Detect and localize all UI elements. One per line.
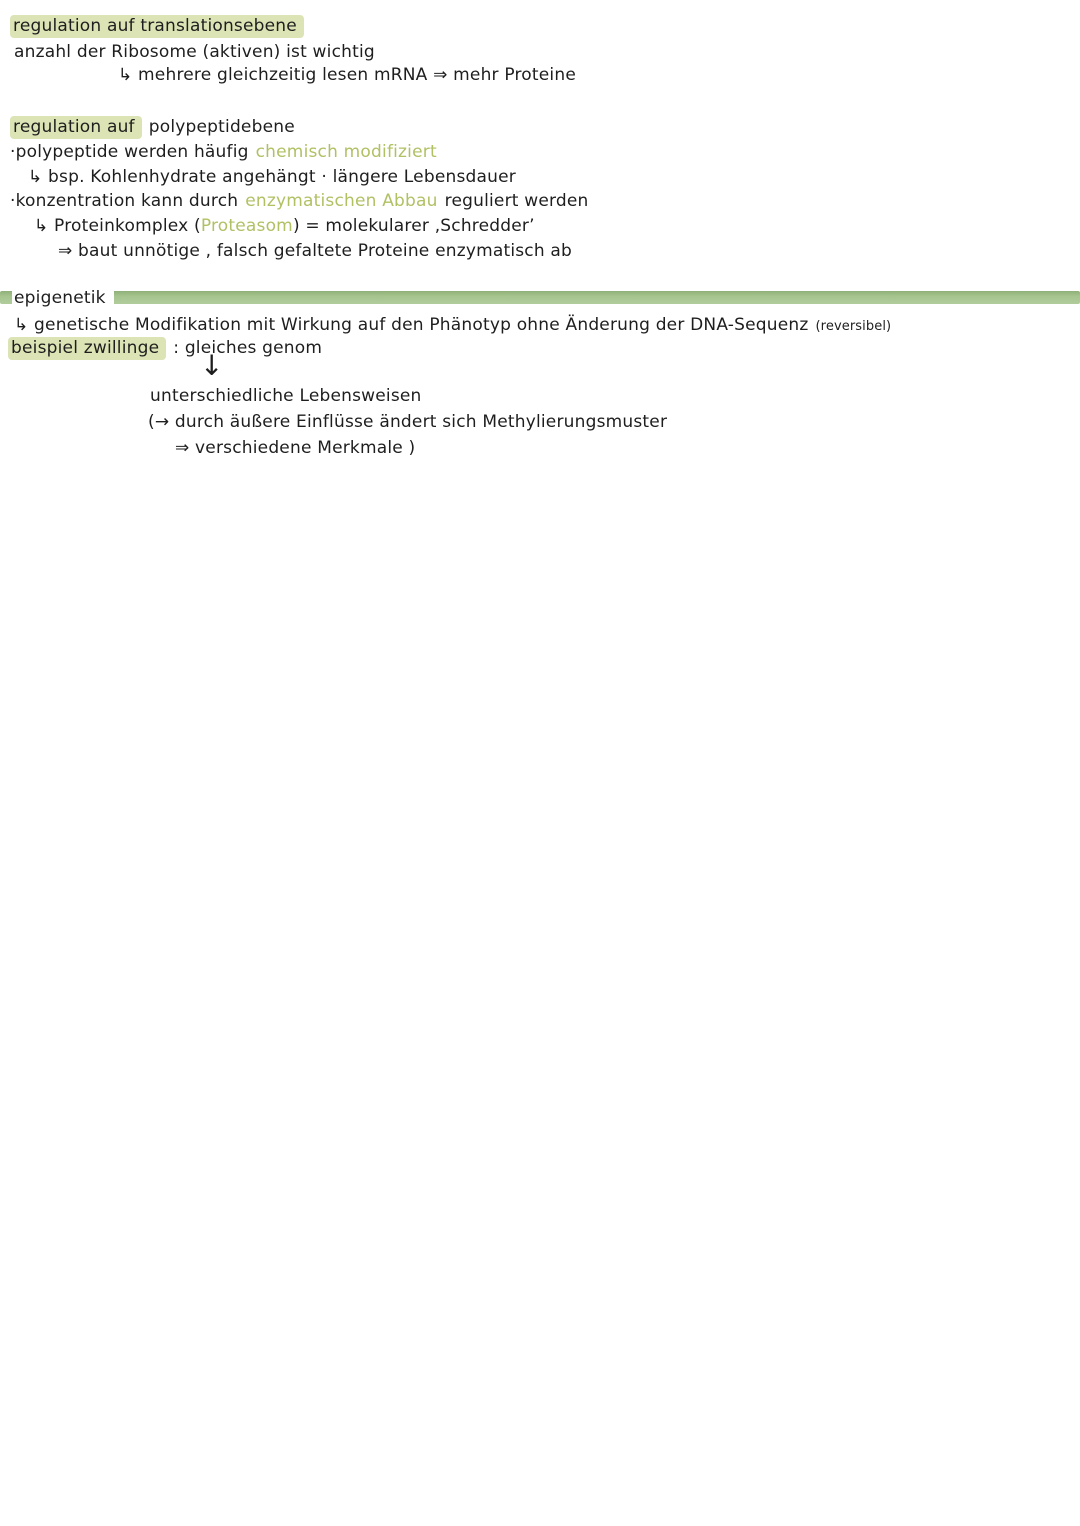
line-proteinkomplex-black2: ) = molekularer ‚Schredder’ — [292, 216, 535, 236]
bullet-konzentration-black2: reguliert werden — [444, 191, 589, 211]
line-epigenetik-definition — [14, 314, 891, 338]
bullet-konzentration-green: enzymatischen Abbau — [245, 191, 438, 211]
bullet-polypeptide-green: chemisch modifiziert — [255, 142, 437, 162]
bullet-konzentration — [10, 190, 589, 212]
heading-polypeptidebene-rest: polypeptidebene — [148, 117, 295, 137]
line-mehrere: ↳ mehrere gleichzeitig lesen mRNA ⇒ mehr Proteine — [118, 65, 576, 85]
bullet-polypeptide-black: ·polypeptide werden häufig — [10, 142, 249, 162]
heading-translationsebene — [10, 15, 304, 37]
line-proteinkomplex-black1: ↳ Proteinkomplex ( — [34, 216, 201, 236]
line-lebensweisen: unterschiedliche Lebensweisen — [150, 386, 422, 406]
down-arrow-icon: ↓ — [200, 349, 224, 382]
line-proteinkomplex — [34, 215, 535, 237]
line-proteinkomplex-green: Proteasom — [200, 216, 293, 236]
heading-polypeptidebene — [10, 116, 295, 138]
line-beispiel-zwillinge-highlighted: beispiel zwillinge — [8, 337, 166, 360]
line-einfluesse: (→ durch äußere Einflüsse ändert sich Methylierungsmuster — [148, 412, 668, 432]
line-baut-ab: ⇒ baut unnötige , falsch gefaltete Proteine enzymatisch ab — [58, 241, 573, 261]
heading-translationsebene-text: regulation auf translationsebene — [10, 15, 304, 38]
bullet-konzentration-black1: ·konzentration kann durch — [10, 191, 239, 211]
line-epigenetik-definition-note: (reversibel) — [815, 319, 892, 334]
line-beispiel-zwillinge — [8, 337, 322, 359]
line-beispiel-zwillinge-rest: : gleiches genom — [173, 338, 323, 358]
line-epigenetik-definition-text: ↳ genetische Modifikation mit Wirkung auf den Phänotyp ohne Änderung der DNA-Sequenz — [14, 315, 809, 335]
line-merkmale: ⇒ verschiedene Merkmale ) — [175, 438, 416, 458]
heading-epigenetik: epigenetik — [12, 288, 114, 310]
heading-polypeptidebene-highlighted: regulation auf — [10, 116, 142, 139]
bullet-polypeptide — [10, 141, 437, 163]
line-ribosome: anzahl der Ribosome (aktiven) ist wichtig — [14, 42, 375, 62]
epigenetik-highlight-bar — [0, 291, 1080, 304]
bullet-kohlenhydrate: ↳ bsp. Kohlenhydrate angehängt · längere Lebensdauer — [28, 167, 516, 187]
